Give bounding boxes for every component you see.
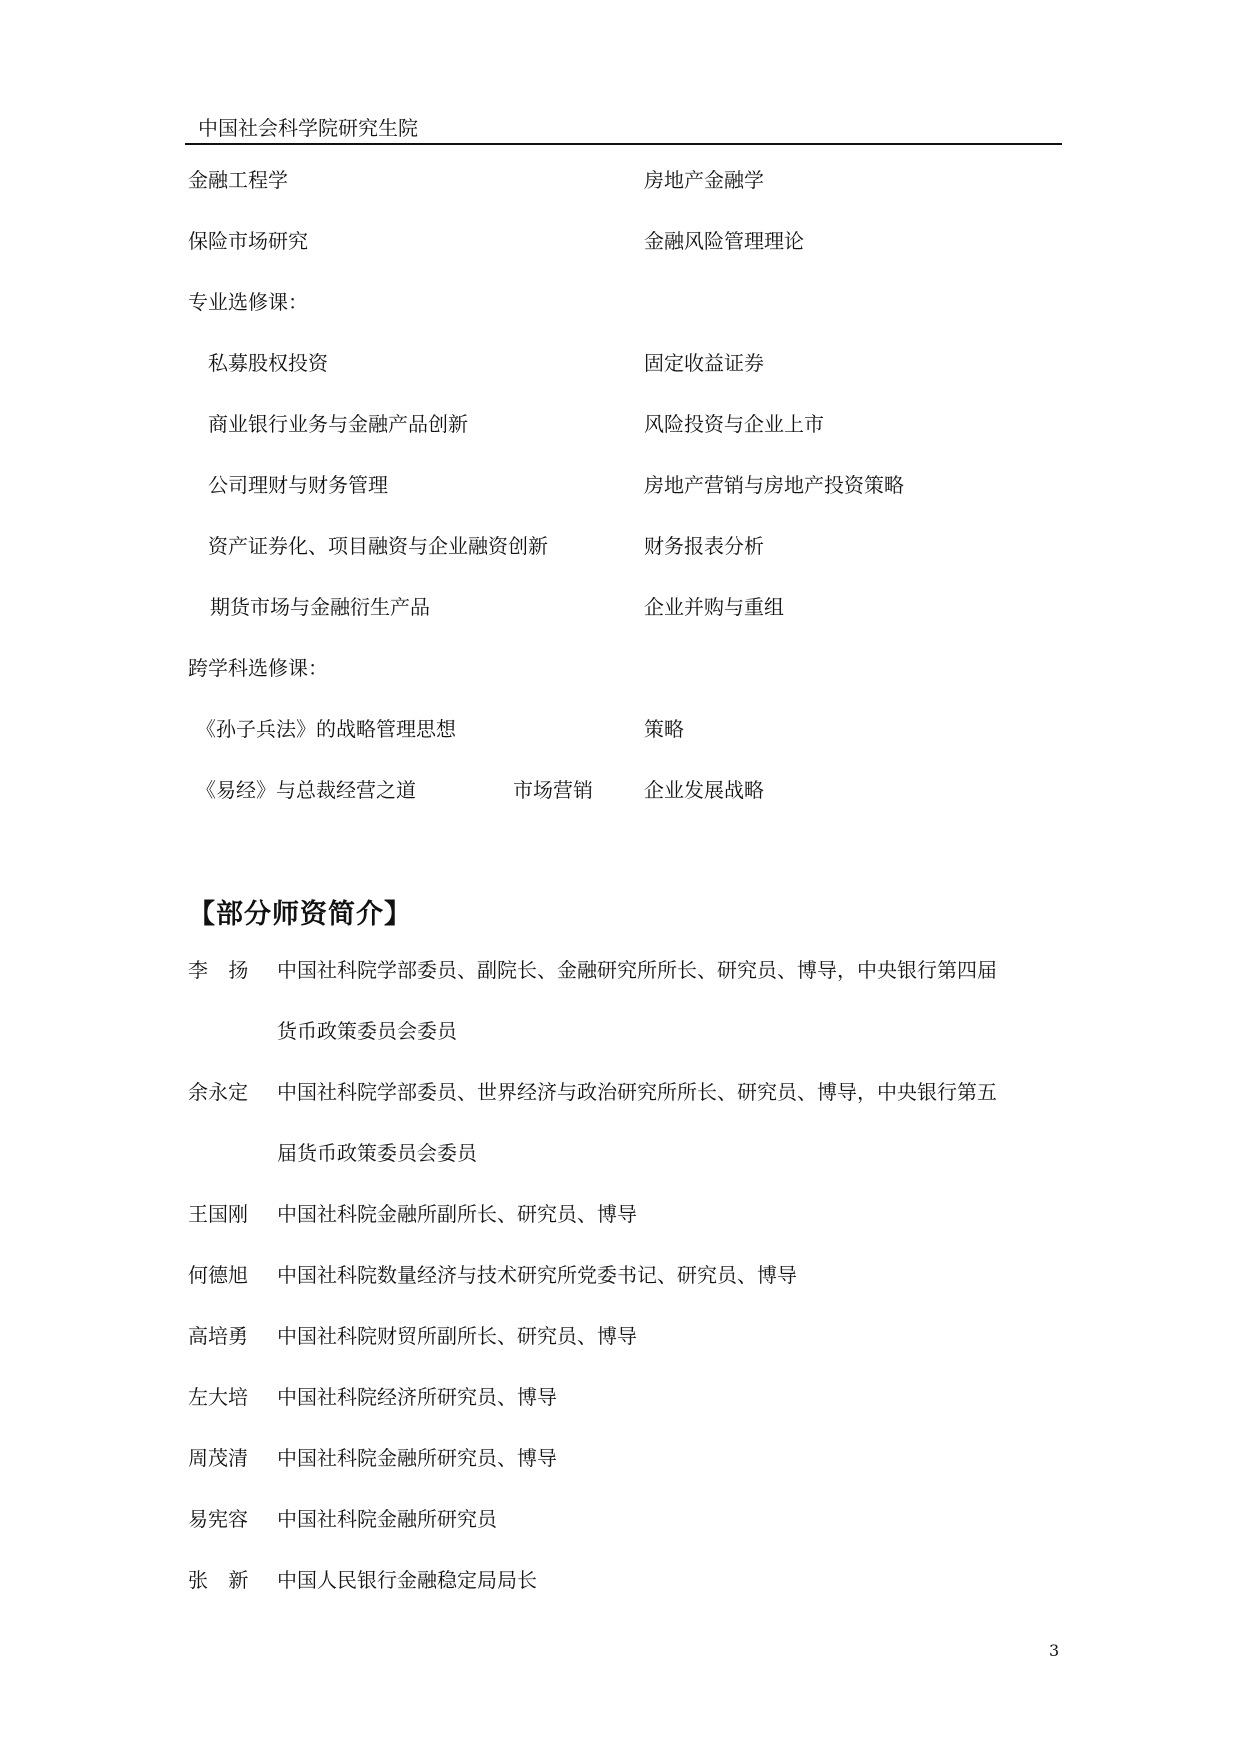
page-header-title: 中国社会科学院研究生院 [198, 116, 418, 140]
faculty-name-2: 余永定 [188, 1080, 248, 1104]
cross-elective-row2-left: 《易经》与总裁经营之道 [196, 778, 416, 802]
major-electives-label: 专业选修课： [188, 290, 308, 314]
major-elective-right-5: 企业并购与重组 [644, 595, 784, 619]
faculty-desc-2: 中国社科院学部委员、世界经济与政治研究所所长、研究员、博导，中央银行第五 [277, 1080, 997, 1104]
core-course-right-1: 房地产金融学 [644, 168, 764, 192]
major-elective-right-3: 房地产营销与房地产投资策略 [644, 473, 904, 497]
faculty-name-8: 易宪容 [188, 1507, 248, 1531]
faculty-desc-4: 中国社科院数量经济与技术研究所党委书记、研究员、博导 [277, 1263, 797, 1287]
cross-elective-row1-right: 策略 [644, 717, 684, 741]
faculty-desc-5: 中国社科院财贸所副所长、研究员、博导 [277, 1324, 637, 1348]
page-number: 3 [1049, 1641, 1060, 1660]
faculty-name-1: 李 扬 [188, 958, 249, 982]
faculty-desc-1-cont: 货币政策委员会委员 [277, 1019, 457, 1043]
major-elective-left-4: 资产证券化、项目融资与企业融资创新 [208, 534, 548, 558]
faculty-desc-9: 中国人民银行金融稳定局局长 [277, 1568, 537, 1592]
faculty-name-7: 周茂清 [188, 1446, 248, 1470]
core-course-left-1: 金融工程学 [188, 168, 288, 192]
header-rule [185, 143, 1062, 145]
faculty-name-4: 何德旭 [188, 1263, 248, 1287]
faculty-name-6: 左大培 [188, 1385, 248, 1409]
major-elective-left-2: 商业银行业务与金融产品创新 [208, 412, 468, 436]
faculty-desc-7: 中国社科院金融所研究员、博导 [277, 1446, 557, 1470]
faculty-desc-6: 中国社科院经济所研究员、博导 [277, 1385, 557, 1409]
faculty-section-title: 【部分师资简介】 [188, 899, 412, 930]
cross-electives-label: 跨学科选修课： [188, 656, 328, 680]
faculty-desc-3: 中国社科院金融所副所长、研究员、博导 [277, 1202, 637, 1226]
faculty-name-9: 张 新 [188, 1568, 249, 1592]
cross-elective-row2-middle: 市场营销 [513, 778, 593, 802]
major-elective-left-5: 期货市场与金融衍生产品 [210, 595, 430, 619]
major-elective-left-3: 公司理财与财务管理 [208, 473, 388, 497]
faculty-name-5: 高培勇 [188, 1324, 248, 1348]
major-elective-right-1: 固定收益证券 [644, 351, 764, 375]
major-elective-right-4: 财务报表分析 [644, 534, 764, 558]
cross-elective-row2-right: 企业发展战略 [644, 778, 764, 802]
faculty-desc-2-cont: 届货币政策委员会委员 [277, 1141, 477, 1165]
major-elective-right-2: 风险投资与企业上市 [644, 412, 824, 436]
faculty-desc-1: 中国社科院学部委员、副院长、金融研究所所长、研究员、博导，中央银行第四届 [277, 958, 997, 982]
major-elective-left-1: 私募股权投资 [208, 351, 328, 375]
faculty-name-3: 王国刚 [188, 1202, 248, 1226]
core-course-left-2: 保险市场研究 [188, 229, 308, 253]
core-course-right-2: 金融风险管理理论 [644, 229, 804, 253]
faculty-desc-8: 中国社科院金融所研究员 [277, 1507, 497, 1531]
cross-elective-row1-left: 《孙子兵法》的战略管理思想 [196, 717, 456, 741]
